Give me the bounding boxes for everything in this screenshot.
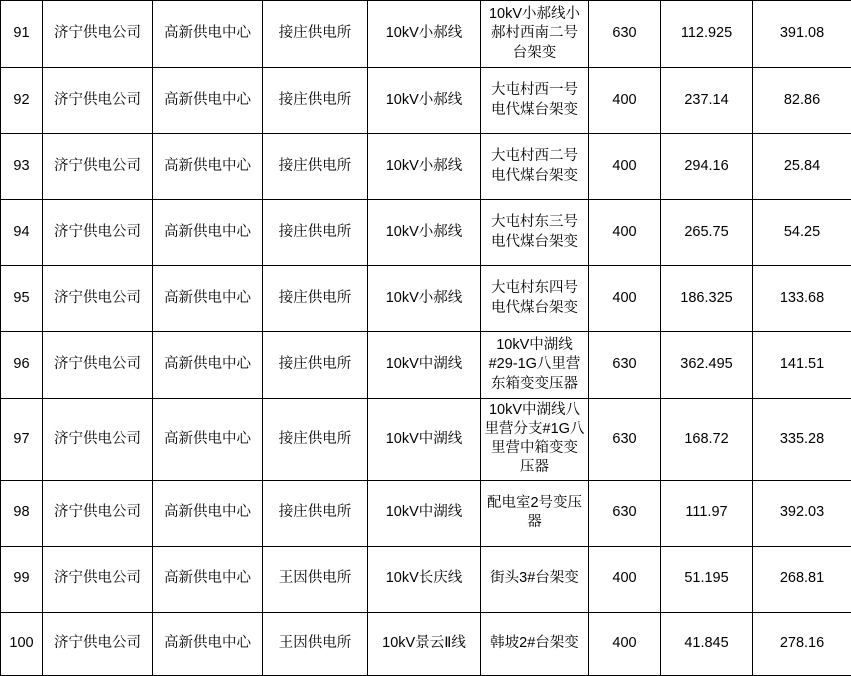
cell-line: 10kV中湖线 bbox=[368, 332, 481, 399]
cell-device: 10kV小郝线小郝村西南二号台架变 bbox=[481, 1, 589, 68]
cell-capacity: 630 bbox=[589, 399, 661, 481]
cell-value2: 82.86 bbox=[753, 68, 851, 134]
table-row bbox=[1, 200, 851, 266]
cell-index: 94 bbox=[1, 200, 43, 266]
cell-value2: 141.51 bbox=[753, 332, 851, 399]
cell-value2: 278.16 bbox=[753, 612, 851, 675]
cell-station: 王因供电所 bbox=[263, 612, 368, 675]
cell-value1: 168.72 bbox=[661, 399, 753, 481]
cell-station: 接庄供电所 bbox=[263, 200, 368, 266]
cell-device: 10kV中湖线八里营分支#1G八里营中箱变变压器 bbox=[481, 399, 589, 481]
table-row bbox=[1, 332, 851, 399]
cell-station: 接庄供电所 bbox=[263, 332, 368, 399]
cell-company: 济宁供电公司 bbox=[43, 68, 153, 134]
cell-value2: 335.28 bbox=[753, 399, 851, 481]
cell-company: 济宁供电公司 bbox=[43, 134, 153, 200]
cell-line: 10kV小郝线 bbox=[368, 68, 481, 134]
cell-company: 济宁供电公司 bbox=[43, 1, 153, 68]
table-row bbox=[1, 134, 851, 200]
cell-station: 接庄供电所 bbox=[263, 134, 368, 200]
cell-line: 10kV小郝线 bbox=[368, 1, 481, 68]
cell-line: 10kV中湖线 bbox=[368, 399, 481, 481]
cell-index: 99 bbox=[1, 546, 43, 612]
cell-company: 济宁供电公司 bbox=[43, 332, 153, 399]
cell-company: 济宁供电公司 bbox=[43, 480, 153, 546]
cell-value1: 362.495 bbox=[661, 332, 753, 399]
cell-line: 10kV小郝线 bbox=[368, 134, 481, 200]
cell-center: 高新供电中心 bbox=[153, 612, 263, 675]
cell-station: 王因供电所 bbox=[263, 546, 368, 612]
cell-line: 10kV长庆线 bbox=[368, 546, 481, 612]
cell-capacity: 400 bbox=[589, 134, 661, 200]
cell-value1: 237.14 bbox=[661, 68, 753, 134]
cell-device: 配电室2号变压器 bbox=[481, 480, 589, 546]
cell-index: 98 bbox=[1, 480, 43, 546]
table-row bbox=[1, 480, 851, 546]
table-row bbox=[1, 266, 851, 332]
cell-capacity: 400 bbox=[589, 200, 661, 266]
cell-value1: 186.325 bbox=[661, 266, 753, 332]
cell-value1: 111.97 bbox=[661, 480, 753, 546]
cell-value2: 268.81 bbox=[753, 546, 851, 612]
cell-company: 济宁供电公司 bbox=[43, 612, 153, 675]
cell-value1: 112.925 bbox=[661, 1, 753, 68]
cell-company: 济宁供电公司 bbox=[43, 200, 153, 266]
cell-center: 高新供电中心 bbox=[153, 200, 263, 266]
cell-line: 10kV景云Ⅱ线 bbox=[368, 612, 481, 675]
cell-index: 93 bbox=[1, 134, 43, 200]
cell-index: 92 bbox=[1, 68, 43, 134]
cell-center: 高新供电中心 bbox=[153, 480, 263, 546]
cell-value1: 41.845 bbox=[661, 612, 753, 675]
cell-value2: 25.84 bbox=[753, 134, 851, 200]
cell-company: 济宁供电公司 bbox=[43, 266, 153, 332]
cell-device: 街头3#台架变 bbox=[481, 546, 589, 612]
cell-value1: 51.195 bbox=[661, 546, 753, 612]
cell-center: 高新供电中心 bbox=[153, 266, 263, 332]
cell-device: 大屯村东三号电代煤台架变 bbox=[481, 200, 589, 266]
cell-line: 10kV中湖线 bbox=[368, 480, 481, 546]
cell-center: 高新供电中心 bbox=[153, 134, 263, 200]
table-row bbox=[1, 1, 851, 68]
cell-value1: 294.16 bbox=[661, 134, 753, 200]
cell-station: 接庄供电所 bbox=[263, 1, 368, 68]
cell-index: 97 bbox=[1, 399, 43, 481]
cell-capacity: 400 bbox=[589, 68, 661, 134]
cell-station: 接庄供电所 bbox=[263, 399, 368, 481]
cell-value2: 133.68 bbox=[753, 266, 851, 332]
cell-device: 韩坡2#台架变 bbox=[481, 612, 589, 675]
cell-index: 95 bbox=[1, 266, 43, 332]
cell-center: 高新供电中心 bbox=[153, 1, 263, 68]
cell-line: 10kV小郝线 bbox=[368, 200, 481, 266]
table-row bbox=[1, 612, 851, 675]
cell-value2: 392.03 bbox=[753, 480, 851, 546]
cell-line: 10kV小郝线 bbox=[368, 266, 481, 332]
cell-capacity: 400 bbox=[589, 266, 661, 332]
cell-capacity: 630 bbox=[589, 332, 661, 399]
cell-center: 高新供电中心 bbox=[153, 546, 263, 612]
table-row bbox=[1, 399, 851, 481]
cell-company: 济宁供电公司 bbox=[43, 399, 153, 481]
cell-device: 大屯村西一号电代煤台架变 bbox=[481, 68, 589, 134]
cell-value1: 265.75 bbox=[661, 200, 753, 266]
cell-value2: 391.08 bbox=[753, 1, 851, 68]
cell-index: 100 bbox=[1, 612, 43, 675]
cell-index: 96 bbox=[1, 332, 43, 399]
cell-capacity: 630 bbox=[589, 1, 661, 68]
cell-station: 接庄供电所 bbox=[263, 266, 368, 332]
table-row bbox=[1, 546, 851, 612]
cell-device: 10kV中湖线#29-1G八里营东箱变变压器 bbox=[481, 332, 589, 399]
cell-device: 大屯村东四号电代煤台架变 bbox=[481, 266, 589, 332]
table-body bbox=[1, 1, 851, 676]
cell-capacity: 400 bbox=[589, 546, 661, 612]
cell-station: 接庄供电所 bbox=[263, 68, 368, 134]
cell-company: 济宁供电公司 bbox=[43, 546, 153, 612]
cell-index: 91 bbox=[1, 1, 43, 68]
cell-center: 高新供电中心 bbox=[153, 332, 263, 399]
cell-value2: 54.25 bbox=[753, 200, 851, 266]
table-row bbox=[1, 68, 851, 134]
cell-capacity: 630 bbox=[589, 480, 661, 546]
cell-center: 高新供电中心 bbox=[153, 68, 263, 134]
cell-center: 高新供电中心 bbox=[153, 399, 263, 481]
cell-device: 大屯村西二号电代煤台架变 bbox=[481, 134, 589, 200]
cell-capacity: 400 bbox=[589, 612, 661, 675]
cell-station: 接庄供电所 bbox=[263, 480, 368, 546]
